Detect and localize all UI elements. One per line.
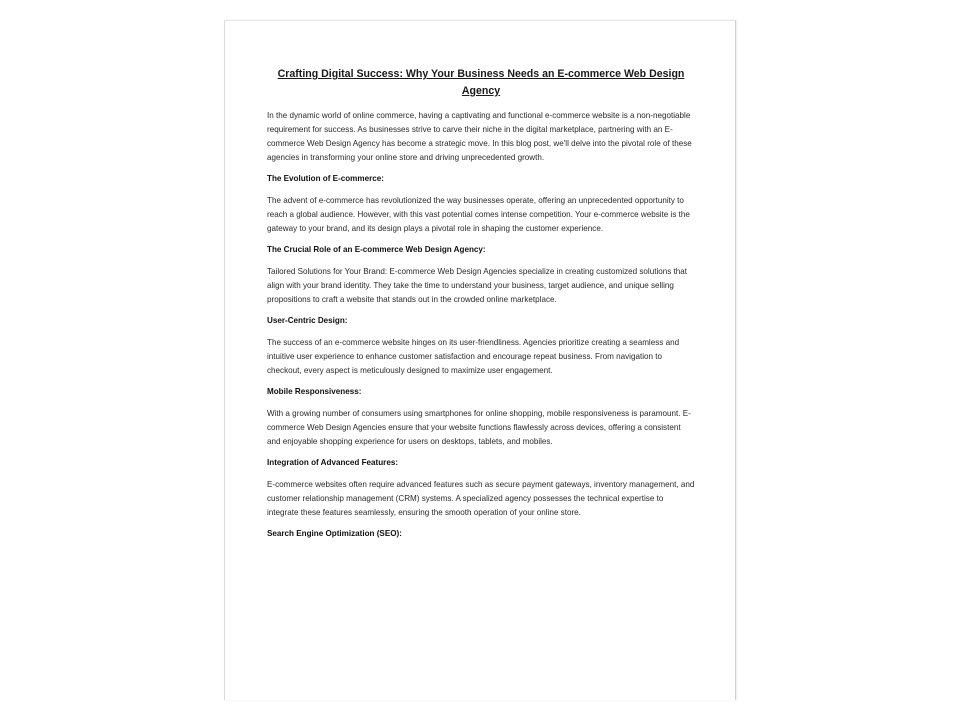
section-paragraph-mobile: With a growing number of consumers using smartphones for online shopping, mobile responsiveness is paramount. E-commerce Web Design Agencies ensure that your website functions flawlessly across devices, offering a consistent and enjoyable shopping experience for users on desktops, tablets, and mobiles. — [267, 409, 691, 446]
intro-paragraph: In the dynamic world of online commerce, having a captivating and functional e-commerce website is a non-negotiable requirement for success. As businesses strive to carve their niche in the digital marketplace, partnering with an E-commerce Web Design Agency has become a strategic move. In this blog post, we'll delve into the pivotal role of these agencies in transforming your online store and driving unprecedented growth. — [267, 111, 692, 162]
section-paragraph-crucial-role: Tailored Solutions for Your Brand: E-commerce Web Design Agencies specialize in creating customized solutions that align with your brand identity. They take the time to understand your business, target audience, and unique selling propositions to craft a website that stands out in the crowded online marketplace. — [267, 267, 688, 304]
section-heading-evolution: The Evolution of E-commerce: — [267, 174, 384, 183]
section-heading-crucial-role: The Crucial Role of an E-commerce Web Design Agency: — [267, 245, 486, 254]
section-paragraph-advanced-features: E-commerce websites often require advanced features such as secure payment gateways, inventory management, and customer relationship management (CRM) systems. A specialized agency possesses the technical expertise to integrate these features seamlessly, ensuring the smooth operation of your online store. — [267, 480, 695, 517]
section-paragraph-evolution: The advent of e-commerce has revolutionized the way businesses operate, offering an unprecedented opportunity to reach a global audience. However, with this vast potential comes intense competition. Your e-commerce website is the gateway to your brand, and its design plays a pivotal role in shaping the customer experience. — [267, 196, 690, 233]
section-paragraph-user-centric: The success of an e-commerce website hinges on its user-friendliness. Agencies prioritize creating a seamless and intuitive user experience to enhance customer satisfaction and encourage repeat business. From navigation to checkout, every aspect is meticulously designed to maximize user engagement. — [267, 338, 680, 375]
section-heading-user-centric: User-Centric Design: — [267, 316, 348, 325]
document-title: Crafting Digital Success: Why Your Business Needs an E-commerce Web Design Agency — [277, 68, 685, 97]
document-body — [267, 66, 695, 549]
section-heading-mobile: Mobile Responsiveness: — [267, 387, 362, 396]
section-heading-advanced-features: Integration of Advanced Features: — [267, 458, 399, 467]
section-heading-seo: Search Engine Optimization (SEO): — [267, 529, 402, 538]
document-page — [224, 20, 736, 700]
